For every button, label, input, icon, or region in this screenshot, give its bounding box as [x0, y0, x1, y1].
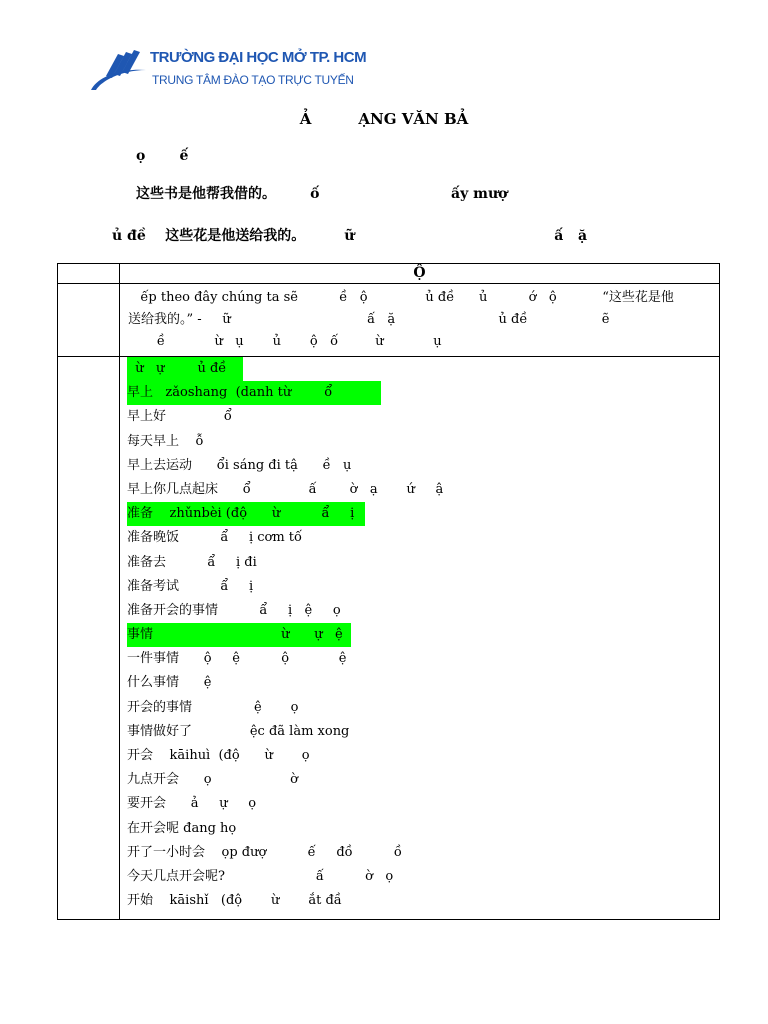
vocab-item: [127, 430, 713, 454]
vocab-text: 开会的事情 ệ ọ: [127, 699, 299, 715]
vocab-text: 什么事情 ệ: [127, 675, 212, 691]
vocab-highlighted-text: ừ ự ủ đề: [127, 357, 243, 381]
vocab-text: 准备考试 ẩ ị: [127, 578, 254, 594]
vocab-item: [127, 671, 713, 695]
vocab-highlighted-text: 事情 ừ ự ệ: [127, 623, 351, 647]
vocab-text: 九点开会 ọ ờ: [127, 772, 298, 788]
text-line-a: ọ ế: [136, 148, 189, 164]
vocab-item: [127, 478, 713, 502]
vocab-item: [127, 623, 713, 647]
vocab-item: [127, 454, 713, 478]
intro-row: [58, 284, 720, 357]
lesson-table: [57, 263, 720, 920]
vocab-item: [127, 696, 713, 720]
vocab-item: [127, 768, 713, 792]
book-swoosh-icon: [88, 46, 150, 96]
vocab-item: [127, 405, 713, 429]
vocab-item: [127, 720, 713, 744]
vocab-item: [127, 599, 713, 623]
logo-center-name: TRUNG TÂM ĐÀO TẠO TRỰC TUYẾN: [152, 73, 354, 87]
vocab-text: 准备去 ẩ ị đi: [127, 554, 257, 570]
vocab-item: [127, 865, 713, 889]
table-header-row: [58, 264, 720, 284]
vocab-item: [127, 744, 713, 768]
vocab-text: 在开会呢 đang họ: [127, 820, 237, 836]
vocab-text: 准备晚饭 ẩ ị cơm tố: [127, 530, 302, 546]
vocab-item: [127, 647, 713, 671]
vocab-item: [127, 841, 713, 865]
vocab-text: 开了一小时会 ọp đượ ế đồ ồ: [127, 844, 402, 860]
document-title: Ả ẠNG VĂN BẢ: [299, 110, 469, 128]
vocab-text: 早上好 ổ: [127, 409, 232, 425]
vocab-item: [127, 357, 713, 381]
vocab-text: 每天早上 ỗ: [127, 433, 204, 449]
vocab-text: 要开会 ả ự ọ: [127, 796, 257, 812]
vocab-item: [127, 551, 713, 575]
logo-university-name: TRƯỜNG ĐẠI HỌC MỞ TP. HCM: [150, 49, 367, 66]
text-line-b: 这些书是他帮我借的。 ố ấy mượ: [136, 186, 508, 202]
vocab-empty-cell: [58, 357, 120, 920]
vocab-text: 准备开会的事情 ẩ ị ệ ọ: [127, 602, 341, 618]
vocab-text: 开会 kāihuì (độ ừ ọ: [127, 748, 310, 763]
vocab-text: 事情做好了 ệc đã làm xong: [127, 723, 350, 739]
vocab-item: [127, 889, 713, 913]
vocab-item: [127, 575, 713, 599]
vocab-text: 开始 kāishǐ (độ ừ ắt đầ: [127, 893, 342, 909]
vocab-highlighted-text: 早上 zǎoshang (danh từ ổ: [127, 381, 381, 405]
intro-line: ề ừ ụ ủ ộ ố ừ ụ: [128, 334, 442, 349]
vocab-cell: [120, 357, 720, 920]
intro-empty-cell: [58, 284, 120, 357]
header-empty-cell: [58, 264, 120, 284]
vocab-item: [127, 526, 713, 550]
intro-line: ếp theo đây chúng ta sẽ ề ộ ủ đề ủ ớ ộ “这些花是他: [128, 290, 674, 305]
vocab-highlighted-text: 准备 zhǔnbèi (độ ừ ẩ ị: [127, 502, 365, 526]
vocab-item: [127, 502, 713, 526]
vocab-text: 一件事情 ộ ệ ộ ệ: [127, 651, 347, 667]
text-line-c: ủ đề 这些花是他送给我的。 ữ ấ ặ: [112, 228, 588, 244]
university-logo: [88, 46, 367, 96]
vocab-text: 早上去运动 ổi sáng đi tậ ề ụ: [127, 457, 352, 473]
vocab-item: [127, 817, 713, 841]
intro-line: 送给我的。” - ữ ấ ặ ủ đề ẽ: [128, 312, 610, 327]
intro-cell: [120, 284, 720, 357]
table-header-cell: Ộ: [120, 264, 720, 284]
vocab-text: 今天几点开会呢? ấ ờ ọ: [127, 868, 394, 884]
vocab-item: [127, 792, 713, 816]
vocab-row: [58, 357, 720, 920]
vocab-item: [127, 381, 713, 405]
vocab-text: 早上你几点起床 ổ ấ ờ ạ ứ ậ: [127, 481, 444, 497]
